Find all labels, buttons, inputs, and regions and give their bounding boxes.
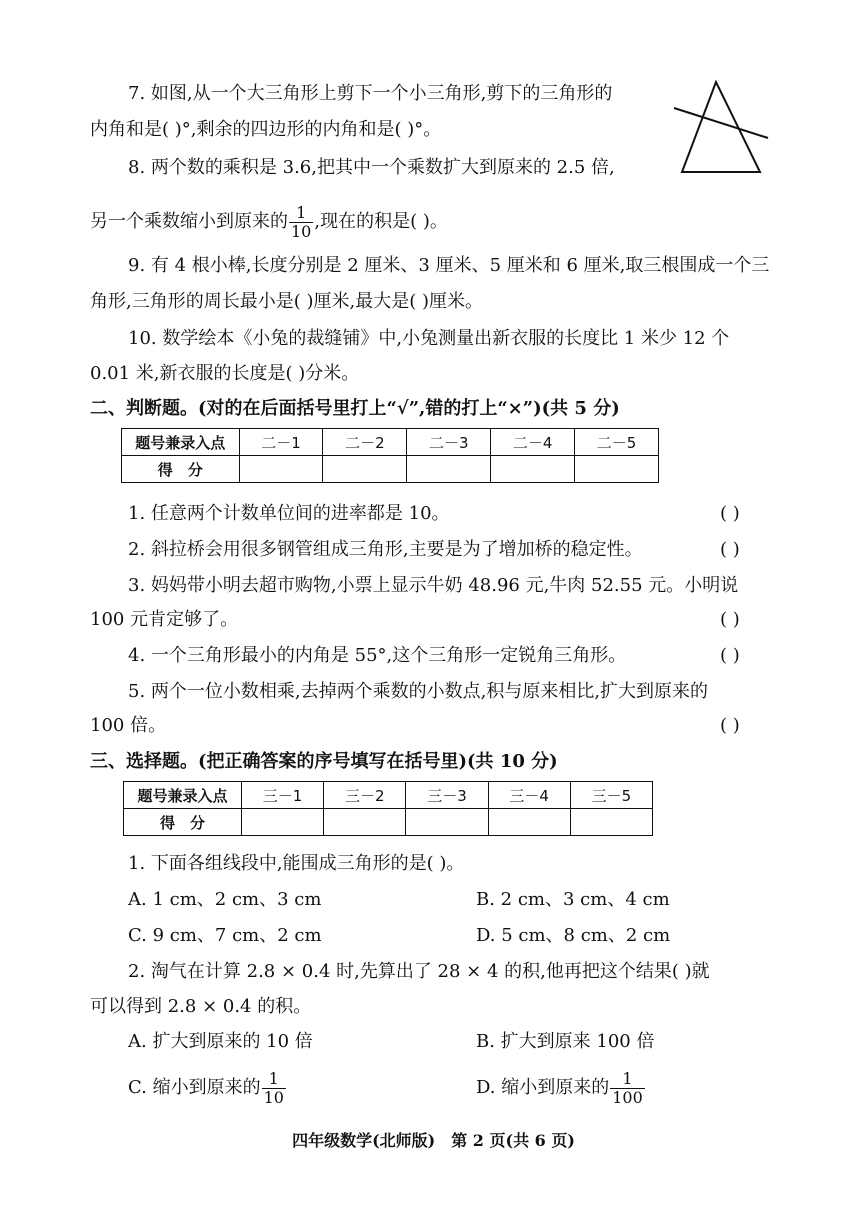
section3-title: 三、选择题。(把正确答案的序号填写在括号里)(共 10 分)	[90, 751, 558, 772]
s3-q2-optc-fraction	[262, 1070, 286, 1107]
s2-header-1: 二－1	[239, 429, 323, 456]
s2-item-5b: 100 倍。	[90, 715, 167, 736]
q8-frac-num: 1	[289, 204, 313, 223]
s2-bracket-5[interactable]: ( )	[720, 715, 740, 736]
s3-score-cell-1[interactable]	[241, 809, 323, 836]
s3-q2-stem1: 2. 淘气在计算 2.8 × 0.4 时,先算出了 28 × 4 的积,他再把这个结果( )就	[128, 961, 710, 982]
section2-title: 二、判断题。(对的在后面括号里打上“√”,错的打上“×”)(共 5 分)	[90, 398, 620, 419]
s2-header-2: 二－2	[323, 429, 407, 456]
s2-score-cell-4[interactable]	[491, 456, 575, 483]
s2-item-2: 2. 斜拉桥会用很多钢管组成三角形,主要是为了增加桥的稳定性。	[128, 539, 643, 560]
q9-line2: 角形,三角形的周长最小是( )厘米,最大是( )厘米。	[90, 291, 483, 312]
s3-q2-stem2: 可以得到 2.8 × 0.4 的积。	[90, 996, 312, 1017]
s2-score-cell-1[interactable]	[239, 456, 323, 483]
s2-bracket-3[interactable]: ( )	[720, 609, 740, 630]
s2-item-1: 1. 任意两个计数单位间的进率都是 10。	[128, 503, 450, 524]
s2-header-4: 二－4	[491, 429, 575, 456]
s2-header-3: 二－3	[407, 429, 491, 456]
s3-q2-optc-den: 10	[263, 1087, 284, 1107]
s2-bracket-1[interactable]: ( )	[720, 503, 740, 524]
s3-q2-optd-pre: D. 缩小到原来的	[476, 1077, 610, 1098]
s2-item-3b: 100 元肯定够了。	[90, 609, 239, 630]
q7-line2: 内角和是( )°,剩余的四边形的内角和是( )°。	[90, 119, 442, 140]
section3-score-table	[123, 781, 653, 836]
q10-line1: 10. 数学绘本《小兔的裁缝铺》中,小兔测量出新衣服的长度比 1 米少 12 个	[128, 328, 730, 349]
page-footer: 四年级数学(北师版) 第 2 页(共 6 页)	[292, 1131, 575, 1150]
s3-q1-option-a: A. 1 cm、2 cm、3 cm	[128, 889, 322, 910]
s2-item-5a: 5. 两个一位小数相乘,去掉两个乘数的小数点,积与原来相比,扩大到原来的	[128, 681, 709, 702]
s3-score-cell-4[interactable]	[488, 809, 570, 836]
s2-score-cell-3[interactable]	[407, 456, 491, 483]
triangle-figure	[672, 78, 772, 178]
s3-header-1: 三－1	[241, 782, 323, 809]
s3-header-5: 三－5	[570, 782, 652, 809]
s2-header-5: 二－5	[575, 429, 659, 456]
s3-score-cell-3[interactable]	[406, 809, 488, 836]
s3-q1-option-c: C. 9 cm、7 cm、2 cm	[128, 925, 322, 946]
s2-bracket-2[interactable]: ( )	[720, 539, 740, 560]
section2-score-table	[121, 428, 659, 483]
s2-header-0: 题号兼录入点	[122, 429, 240, 456]
q8-line2	[90, 202, 448, 242]
s2-bracket-4[interactable]: ( )	[720, 645, 740, 666]
s3-q2-option-c	[128, 1068, 287, 1108]
s2-score-cell-2[interactable]	[323, 456, 407, 483]
s3-q2-option-a: A. 扩大到原来的 10 倍	[128, 1031, 313, 1052]
q10-line2: 0.01 米,新衣服的长度是( )分米。	[90, 363, 360, 384]
s3-q2-optd-num: 1	[610, 1070, 645, 1089]
q8-line2-post: ,现在的积是( )。	[314, 211, 448, 232]
q9-line1: 9. 有 4 根小棒,长度分别是 2 厘米、3 厘米、5 厘米和 6 厘米,取三根围成一个三	[128, 255, 770, 276]
s3-q2-optd-fraction	[610, 1070, 645, 1107]
s3-header-4: 三－4	[488, 782, 570, 809]
s3-header-0: 题号兼录入点	[124, 782, 242, 809]
s3-score-cell-5[interactable]	[570, 809, 652, 836]
s3-q2-optc-pre: C. 缩小到原来的	[128, 1077, 261, 1098]
s2-item-4: 4. 一个三角形最小的内角是 55°,这个三角形一定锐角三角形。	[128, 645, 627, 666]
s3-q2-optd-den: 100	[612, 1087, 643, 1107]
s2-item-3a: 3. 妈妈带小明去超市购物,小票上显示牛奶 48.96 元,牛肉 52.55 元。小明说	[128, 575, 739, 596]
s3-header-2: 三－2	[324, 782, 406, 809]
s3-q2-option-d	[476, 1068, 646, 1108]
s2-score-label: 得 分	[122, 456, 240, 483]
q8-line1: 8. 两个数的乘积是 3.6,把其中一个乘数扩大到原来的 2.5 倍,	[128, 157, 615, 178]
s3-score-label: 得 分	[124, 809, 242, 836]
s3-q1-stem: 1. 下面各组线段中,能围成三角形的是( )。	[128, 853, 465, 874]
s3-q1-option-d: D. 5 cm、8 cm、2 cm	[476, 925, 671, 946]
s3-q1-option-b: B. 2 cm、3 cm、4 cm	[476, 889, 670, 910]
q8-frac-den: 10	[291, 221, 312, 241]
s3-q2-optc-num: 1	[262, 1070, 286, 1089]
s2-score-cell-5[interactable]	[575, 456, 659, 483]
s3-score-cell-2[interactable]	[324, 809, 406, 836]
s3-q2-option-b: B. 扩大到原来 100 倍	[476, 1031, 655, 1052]
q8-line2-pre: 另一个乘数缩小到原来的	[90, 211, 288, 232]
q7-line1: 7. 如图,从一个大三角形上剪下一个小三角形,剪下的三角形的	[128, 83, 613, 104]
s3-header-3: 三－3	[406, 782, 488, 809]
q8-fraction	[289, 204, 313, 241]
